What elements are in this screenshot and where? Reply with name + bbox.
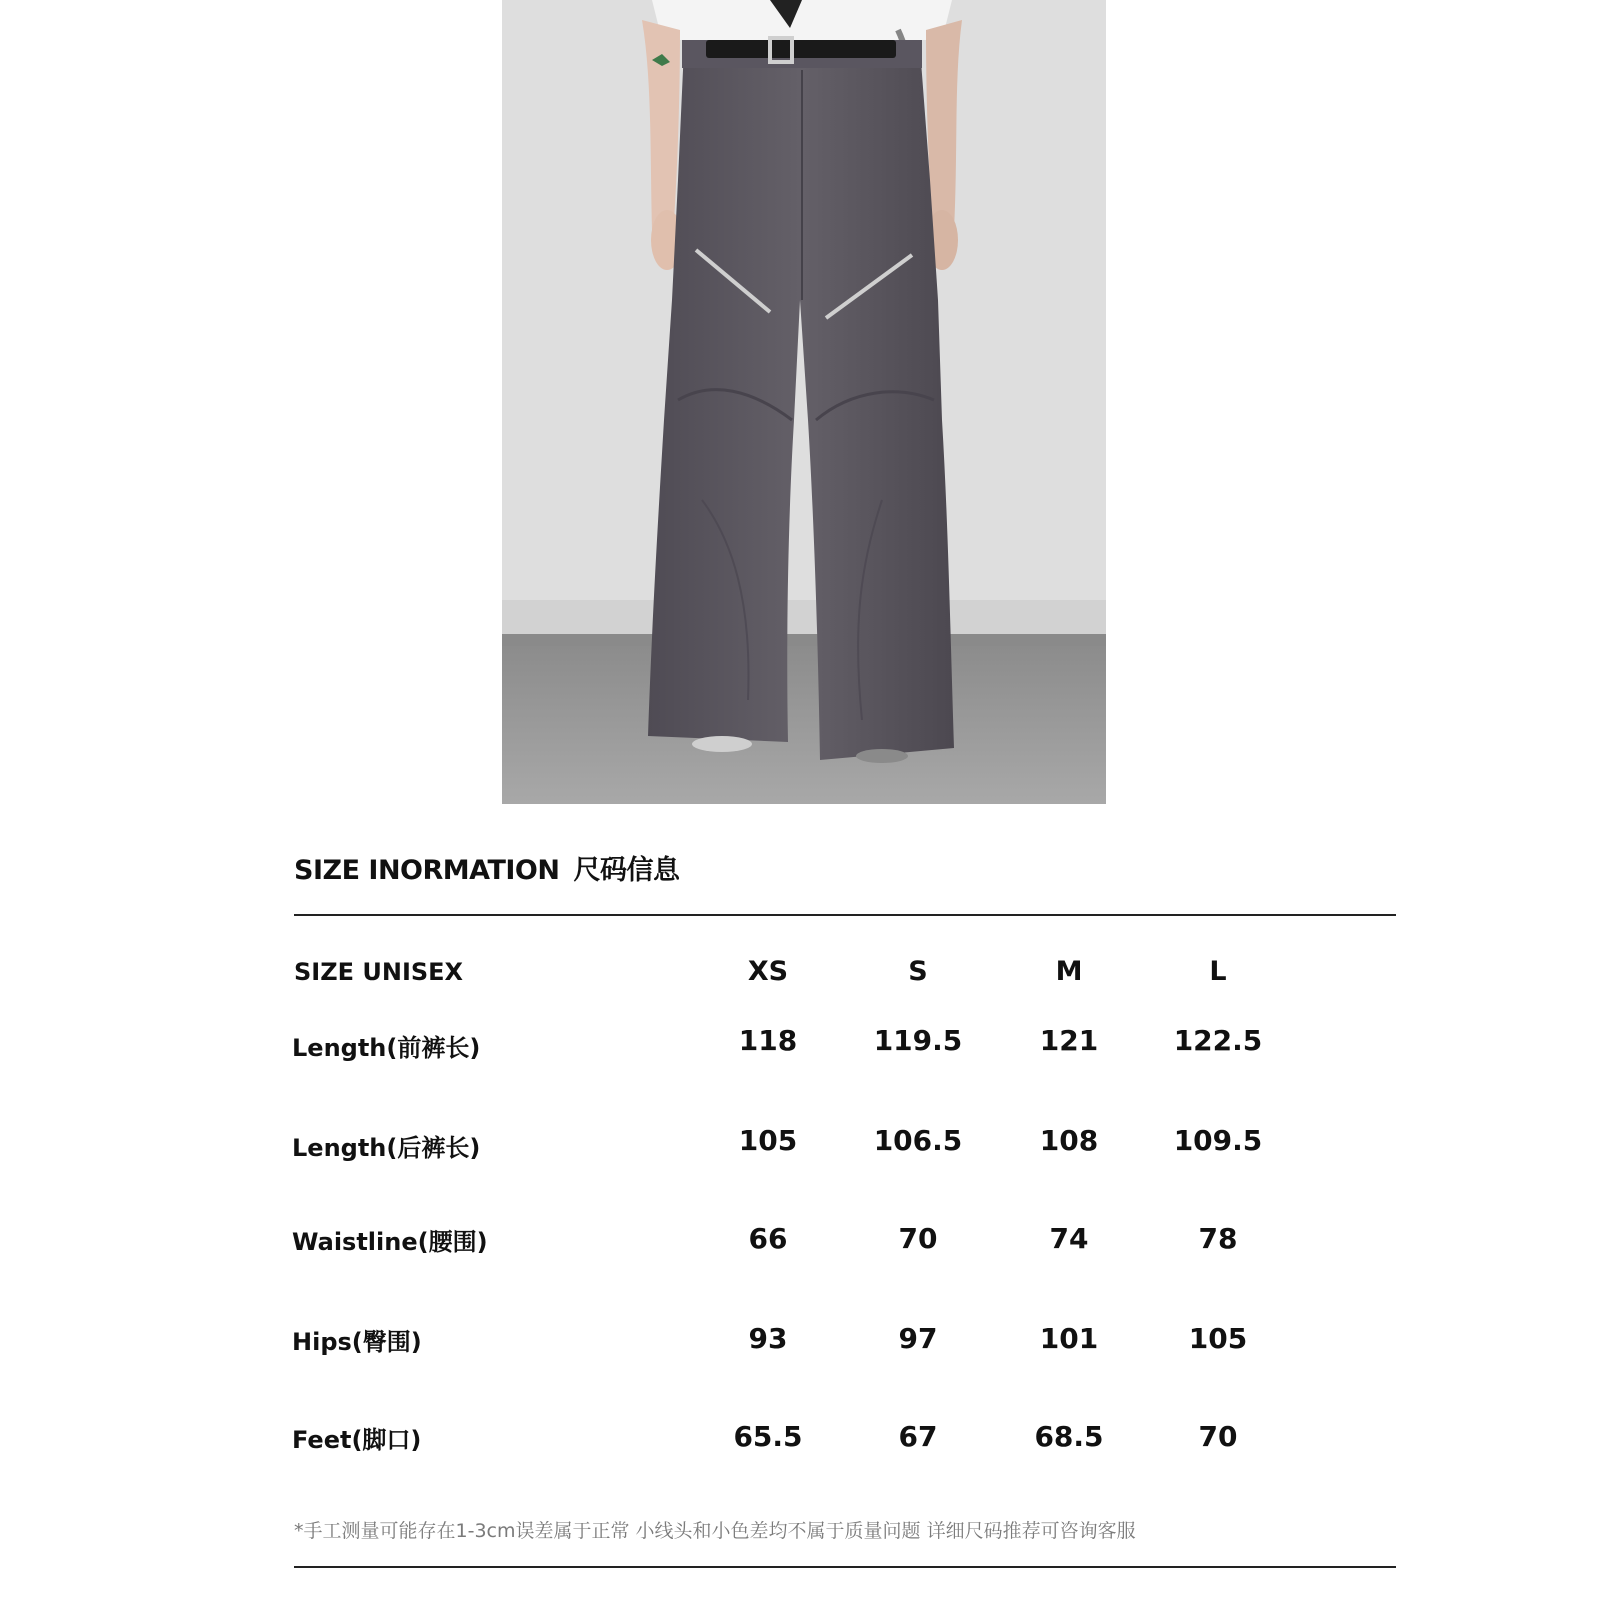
trousers-illustration <box>502 0 1106 804</box>
cell-back-length-s: 106.5 <box>873 1124 963 1157</box>
size-info-title-en: SIZE INORMATION <box>294 855 560 886</box>
cell-hips-l: 105 <box>1188 1322 1248 1355</box>
row-label-back-length: Length(后裤长) <box>292 1134 481 1162</box>
cell-front-length-s: 119.5 <box>873 1024 963 1057</box>
size-head-s: S <box>908 956 928 987</box>
size-head-l: L <box>1209 956 1227 987</box>
row-label-hips: Hips(臀围) <box>292 1328 422 1356</box>
size-unisex-label: SIZE UNISEX <box>294 958 464 986</box>
row-label-front-length: Length(前裤长) <box>292 1034 481 1062</box>
size-head-m: M <box>1055 956 1083 987</box>
cell-front-length-m: 121 <box>1039 1024 1099 1057</box>
cell-back-length-m: 108 <box>1039 1124 1099 1157</box>
cell-waistline-s: 70 <box>898 1222 938 1255</box>
cell-feet-l: 70 <box>1198 1420 1238 1453</box>
cell-hips-m: 101 <box>1039 1322 1099 1355</box>
cell-waistline-xs: 66 <box>748 1222 788 1255</box>
measurement-note: *手工测量可能存在1-3cm误差属于正常 小线头和小色差均不属于质量问题 详细尺码推荐可咨询客服 <box>294 1520 1136 1542</box>
size-info-title-cn: 尺码信息 <box>573 855 680 886</box>
row-label-feet: Feet(脚口) <box>292 1426 422 1454</box>
cell-feet-xs: 65.5 <box>733 1420 803 1453</box>
bottom-divider <box>294 1566 1396 1568</box>
top-divider <box>294 914 1396 916</box>
cell-front-length-xs: 118 <box>738 1024 798 1057</box>
cell-hips-xs: 93 <box>748 1322 788 1355</box>
cell-back-length-xs: 105 <box>738 1124 798 1157</box>
cell-feet-m: 68.5 <box>1034 1420 1104 1453</box>
cell-hips-s: 97 <box>898 1322 938 1355</box>
cell-back-length-l: 109.5 <box>1173 1124 1263 1157</box>
size-info-title <box>294 848 679 887</box>
cell-waistline-m: 74 <box>1049 1222 1089 1255</box>
product-photo <box>502 0 1106 804</box>
size-head-xs: XS <box>747 956 789 987</box>
cell-feet-s: 67 <box>898 1420 938 1453</box>
cell-front-length-l: 122.5 <box>1173 1024 1263 1057</box>
row-label-waistline: Waistline(腰围) <box>292 1228 488 1256</box>
cell-waistline-l: 78 <box>1198 1222 1238 1255</box>
